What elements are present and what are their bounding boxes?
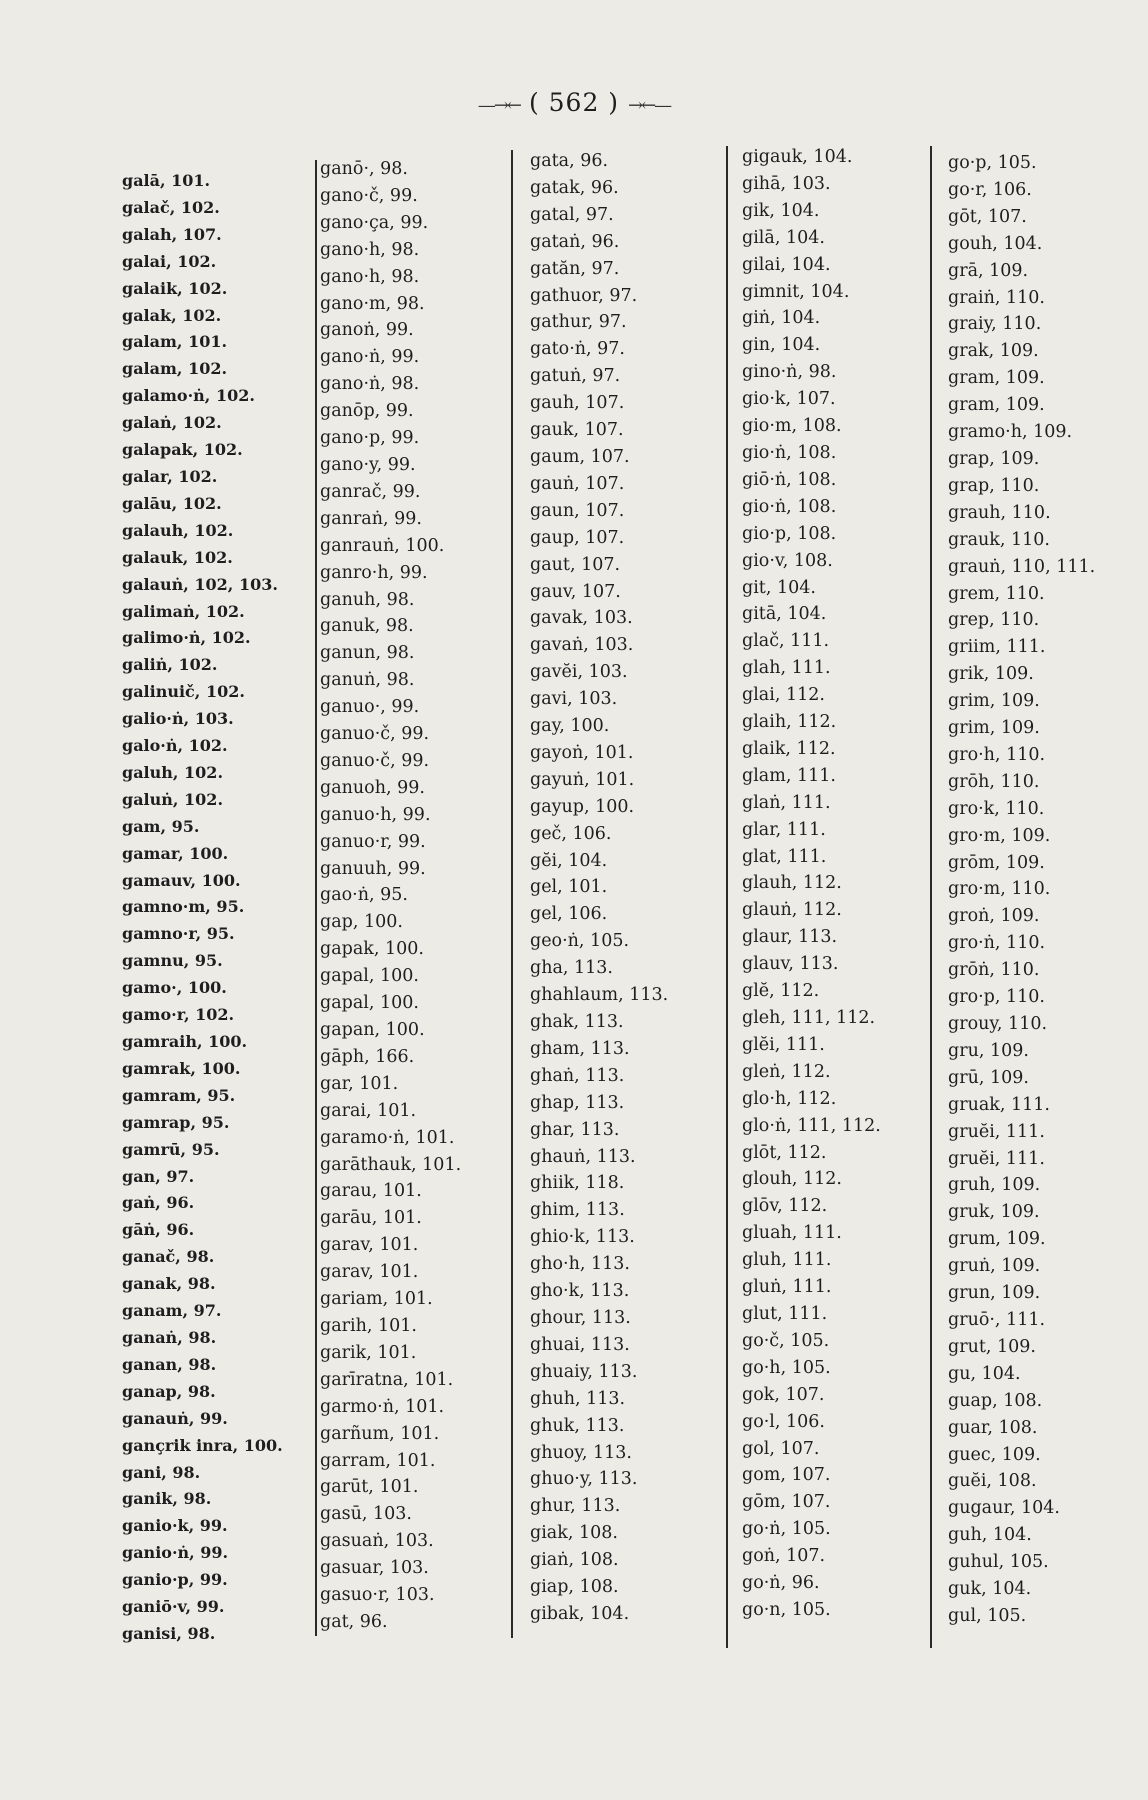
index-entry: gru, 109. (948, 1040, 1029, 1061)
index-entry: go·h, 105. (742, 1357, 831, 1378)
index-entry: ghour, 113. (530, 1307, 631, 1328)
index-entry: gam, 95. (122, 816, 200, 836)
index-entry: grem, 110. (948, 583, 1045, 604)
index-entry: glōt, 112. (742, 1142, 827, 1163)
index-entry: ghahlaum, 113. (530, 985, 669, 1006)
index-entry: gho·h, 113. (530, 1254, 630, 1275)
index-entry: gasuo·r, 103. (320, 1585, 435, 1606)
index-entry: gamraih, 100. (122, 1032, 248, 1051)
index-entry: ganro·h, 99. (320, 562, 428, 583)
index-entry: glauv, 113. (742, 954, 839, 975)
index-entry: gaum, 107. (530, 446, 630, 467)
index-entry: giaṅ, 108. (530, 1550, 619, 1571)
index-entry: ganōp, 99. (320, 401, 414, 422)
index-entry: gro·m, 110. (948, 879, 1051, 900)
index-entry: galauṅ, 102, 103. (122, 574, 278, 594)
index-entry: garīratna, 101. (320, 1369, 454, 1390)
column-divider-1 (315, 160, 317, 1636)
index-entry: ghuaiy, 113. (530, 1361, 638, 1382)
index-entry: ganuo·č, 99. (320, 724, 430, 745)
index-entry: ganuo·r, 99. (320, 831, 426, 852)
index-entry: gat, 96. (320, 1611, 388, 1632)
index-entry: garūt, 101. (320, 1477, 419, 1498)
index-entry: gluṅ, 111. (742, 1277, 832, 1298)
index-entry: guh, 104. (948, 1525, 1032, 1546)
index-entry: ghuk, 113. (530, 1415, 625, 1436)
index-entry: gluah, 111. (742, 1223, 842, 1244)
index-entry: glai, 112. (742, 685, 825, 706)
index-entry: gro·h, 110. (948, 744, 1046, 765)
index-entry: guk, 104. (948, 1579, 1032, 1600)
index-entry: glaur, 113. (742, 927, 838, 948)
index-entry: ganač, 98. (122, 1247, 215, 1267)
index-entry: glo·h, 112. (742, 1088, 837, 1109)
index-entry: gro·ṅ, 110. (948, 933, 1046, 954)
index-entry: gay, 100. (530, 716, 610, 737)
index-entry: galinuič, 102. (122, 682, 245, 702)
index-entry: gleṅ, 112. (742, 1061, 831, 1082)
index-entry: ghaṅ, 113. (530, 1065, 625, 1086)
index-entry: gruĕi, 111. (948, 1148, 1045, 1169)
index-entry: galak, 102. (122, 305, 222, 325)
index-entry: garram, 101. (320, 1450, 436, 1471)
index-entry: gayuṅ, 101. (530, 769, 635, 790)
index-entry: gāph, 166. (320, 1046, 415, 1067)
index-entry: gōt, 107. (948, 206, 1027, 227)
index-entry: glar, 111. (742, 819, 826, 840)
index-entry: gamram, 95. (122, 1085, 236, 1105)
index-entry: ghuai, 113. (530, 1334, 630, 1355)
index-entry: git, 104. (742, 577, 816, 598)
index-entry: gamrū, 95. (122, 1139, 220, 1159)
index-entry: ganisi, 98. (122, 1623, 216, 1643)
index-entry: gano·ṅ, 98. (320, 374, 420, 395)
index-entry: gitā, 104. (742, 604, 827, 625)
index-entry: grā, 109. (948, 260, 1029, 281)
index-entry: galo·ṅ, 102. (122, 736, 228, 756)
index-entry: ghim, 113. (530, 1200, 625, 1221)
index-entry: gata, 96. (530, 151, 609, 171)
index-entry: glo·ṅ, 111, 112. (742, 1115, 881, 1136)
index-entry: ganap, 98. (122, 1381, 216, 1401)
index-entry: gaup, 107. (530, 527, 625, 548)
index-entry: garav, 101. (320, 1262, 419, 1283)
index-entry: gasuaṅ, 103. (320, 1531, 434, 1552)
index-entry: gom, 107. (742, 1465, 831, 1486)
index-entry: gruĕi, 111. (948, 1121, 1045, 1142)
index-entry: gleh, 111, 112. (742, 1008, 876, 1028)
index-entry: gamo·, 100. (122, 978, 227, 998)
index-entry: gluh, 111. (742, 1250, 832, 1271)
index-entry: gugaur, 104. (948, 1498, 1060, 1519)
index-entry: gilā, 104. (742, 227, 825, 248)
page-number: ( 562 ) (528, 88, 620, 117)
index-entry: galai, 102. (122, 251, 217, 271)
index-entry: gasū, 103. (320, 1504, 412, 1525)
index-entry: garav, 101. (320, 1235, 419, 1256)
index-entry: gaun, 107. (530, 500, 625, 521)
index-entry: ghuh, 113. (530, 1388, 626, 1409)
index-entry: glaṅ, 111. (742, 792, 831, 813)
index-entry: gatuṅ, 97. (530, 366, 621, 387)
index-entry: ganuk, 98. (320, 616, 414, 637)
index-entry: gruk, 109. (948, 1202, 1040, 1223)
index-entry: gatăn, 97. (530, 258, 620, 279)
index-entry: go·ṅ, 96. (742, 1573, 820, 1594)
index-entry: ganan, 98. (122, 1354, 217, 1374)
index-entry: gamno·r, 95. (122, 924, 235, 944)
index-entry: galiṅ, 102. (122, 655, 218, 675)
index-entry: gano·y, 99. (320, 454, 416, 475)
index-entry: gramo·h, 109. (948, 422, 1073, 443)
index-entry: garāthauk, 101. (320, 1154, 462, 1175)
index-entry: gel, 101. (530, 877, 608, 898)
index-entry: gha, 113. (530, 958, 613, 979)
column-divider-3 (726, 146, 728, 1648)
index-entry: gham, 113. (530, 1038, 630, 1059)
index-entry: ghuoy, 113. (530, 1442, 632, 1463)
index-entry: gayup, 100. (530, 796, 635, 817)
index-entry: groṅ, 109. (948, 906, 1040, 927)
index-entry: go·r, 106. (948, 179, 1032, 200)
index-entry: grut, 109. (948, 1336, 1036, 1357)
index-entry: gimnit, 104. (742, 281, 850, 302)
index-entry: ganuh, 98. (320, 589, 415, 610)
index-entry: gasuar, 103. (320, 1558, 429, 1579)
index-entry: gançrik inra, 100. (122, 1435, 283, 1455)
index-entry: galuh, 102. (122, 762, 224, 782)
index-entry: grep, 110. (948, 610, 1040, 631)
index-entry: glat, 111. (742, 846, 827, 867)
index-entry: gro·m, 109. (948, 825, 1051, 846)
index-entry: gapan, 100. (320, 1020, 425, 1040)
index-entry: gamar, 100. (122, 843, 229, 863)
index-entry: gauk, 107. (530, 420, 624, 441)
index-entry: gauh, 107. (530, 393, 625, 414)
index-entry: gao·ṅ, 95. (320, 885, 408, 906)
index-entry: gilai, 104. (742, 254, 831, 275)
index-entry: gano·h, 98. (320, 266, 420, 287)
index-entry: grouy, 110. (948, 1014, 1048, 1034)
index-entry: ghuo·y, 113. (530, 1469, 638, 1490)
index-entry: gamrap, 95. (122, 1112, 230, 1132)
index-entry: galāu, 102. (122, 493, 222, 513)
index-entry: garai, 101. (320, 1100, 417, 1121)
index-entry: gavak, 103. (530, 608, 633, 629)
index-entry: go·n, 105. (742, 1599, 831, 1620)
index-entry: gruh, 109. (948, 1175, 1041, 1196)
index-entry: gruṅ, 109. (948, 1256, 1041, 1277)
index-entry: guar, 108. (948, 1417, 1038, 1438)
index-entry: glaik, 112. (742, 738, 836, 759)
index-entry: galaṅ, 102. (122, 413, 222, 433)
index-entry: ganō·, 98. (320, 159, 408, 179)
index-entry: grū, 109. (948, 1067, 1029, 1088)
index-entry: galauh, 102. (122, 520, 234, 540)
column-divider-4 (930, 146, 932, 1648)
index-entry: garñum, 101. (320, 1423, 440, 1444)
column-divider-2 (511, 150, 513, 1638)
index-column-1 (122, 168, 283, 1648)
index-entry: gel, 106. (530, 904, 608, 925)
index-entry: gatak, 96. (530, 177, 619, 198)
index-entry: galač, 102. (122, 197, 220, 217)
index-entry: gram, 109. (948, 368, 1045, 389)
index-entry: gino·ṅ, 98. (742, 362, 837, 383)
index-entry: gok, 107. (742, 1384, 825, 1405)
index-entry: gavĕi, 103. (530, 662, 628, 683)
index-entry: glam, 111. (742, 765, 836, 786)
index-entry: ganam, 97. (122, 1301, 222, 1321)
index-entry: geč, 106. (530, 823, 612, 844)
index-column-4 (742, 144, 881, 1624)
index-column-5 (948, 150, 1095, 1630)
index-entry: garmo·ṅ, 101. (320, 1396, 445, 1417)
index-entry: gu, 104. (948, 1363, 1021, 1384)
index-entry: gin, 104. (742, 335, 821, 356)
index-entry: graiṅ, 110. (948, 287, 1045, 308)
index-entry: gap, 100. (320, 912, 403, 933)
index-entry: grap, 109. (948, 448, 1040, 469)
index-entry: grim, 109. (948, 718, 1040, 739)
index-entry: gan, 97. (122, 1166, 195, 1186)
index-entry: grauk, 110. (948, 529, 1050, 550)
index-entry: ganiō·v, 99. (122, 1597, 225, 1617)
index-entry: galā, 101. (122, 171, 211, 190)
index-entry: gatal, 97. (530, 204, 614, 225)
index-entry: gamo·r, 102. (122, 1005, 235, 1025)
index-entry: ganaṅ, 98. (122, 1327, 217, 1347)
index-entry: grak, 109. (948, 341, 1039, 362)
index-entry: gro·p, 110. (948, 987, 1045, 1008)
index-entry: ghur, 113. (530, 1496, 621, 1517)
index-entry: go·č, 105. (742, 1330, 830, 1351)
index-entry: gauṅ, 107. (530, 473, 625, 494)
index-entry: guap, 108. (948, 1390, 1043, 1411)
index-entry: gano·ça, 99. (320, 212, 429, 233)
index-entry: ghap, 113. (530, 1092, 625, 1113)
index-entry: geo·ṅ, 105. (530, 931, 630, 952)
index-entry: ganio·p, 99. (122, 1570, 228, 1590)
index-entry: gro·k, 110. (948, 798, 1045, 819)
index-entry: gavi, 103. (530, 689, 618, 710)
index-entry: gibak, 104. (530, 1603, 630, 1624)
index-entry: ganrač, 99. (320, 481, 421, 502)
index-entry: gano·ṅ, 99. (320, 347, 420, 368)
index-entry: gar, 101. (320, 1073, 399, 1094)
index-entry: ganoṅ, 99. (320, 320, 414, 341)
index-entry: gataṅ, 96. (530, 231, 620, 252)
index-entry: griim, 111. (948, 637, 1046, 658)
index-entry: glauh, 112. (742, 873, 842, 894)
index-entry: glauṅ, 112. (742, 900, 842, 921)
right-ornament: →←— (628, 95, 671, 116)
index-entry: gōm, 107. (742, 1492, 831, 1513)
index-entry: gamrak, 100. (122, 1058, 241, 1078)
index-entry: ganuo·h, 99. (320, 804, 431, 825)
index-entry: guec, 109. (948, 1444, 1041, 1465)
index-entry: garih, 101. (320, 1315, 417, 1336)
index-entry: ganuṅ, 98. (320, 670, 415, 691)
index-entry: grōh, 110. (948, 771, 1040, 792)
index-entry: gul, 105. (948, 1605, 1027, 1626)
index-entry: gauv, 107. (530, 581, 621, 602)
index-entry: gol, 107. (742, 1438, 820, 1459)
index-entry: gio·k, 107. (742, 389, 836, 410)
index-entry: gouh, 104. (948, 233, 1043, 254)
index-entry: galuṅ, 102. (122, 789, 224, 809)
index-entry: gapak, 100. (320, 939, 424, 960)
page-header (0, 88, 1148, 117)
index-entry: guĕi, 108. (948, 1471, 1037, 1492)
index-entry: goṅ, 107. (742, 1546, 826, 1567)
index-entry: galimo·ṅ, 102. (122, 628, 251, 648)
index-entry: gio·ṅ, 108. (742, 496, 837, 517)
index-entry: ghak, 113. (530, 1012, 624, 1032)
index-entry: galam, 101. (122, 332, 228, 352)
index-entry: ghar, 113. (530, 1119, 620, 1140)
index-entry: giṅ, 104. (742, 308, 821, 329)
index-entry: glaih, 112. (742, 712, 837, 733)
index-entry: glouh, 112. (742, 1169, 842, 1190)
index-column-3 (530, 148, 668, 1628)
index-entry: ghauṅ, 113. (530, 1146, 636, 1167)
index-entry: ganraṅ, 99. (320, 508, 422, 529)
index-entry: glĕi, 111. (742, 1034, 825, 1055)
index-entry: gamno·m, 95. (122, 897, 245, 917)
index-entry: gaut, 107. (530, 554, 621, 575)
index-entry: glōv, 112. (742, 1196, 828, 1217)
index-entry: graiy, 110. (948, 314, 1042, 335)
index-entry: garau, 101. (320, 1181, 422, 1202)
index-entry: gram, 109. (948, 395, 1045, 416)
index-entry: gano·h, 98. (320, 239, 420, 260)
index-entry: ganuoh, 99. (320, 777, 425, 798)
index-entry: gariam, 101. (320, 1289, 433, 1310)
index-entry: glĕ, 112. (742, 981, 820, 1002)
index-entry: galauk, 102. (122, 547, 233, 567)
index-entry: gio·ṅ, 108. (742, 442, 837, 463)
index-entry: gho·k, 113. (530, 1281, 630, 1302)
index-entry: ganun, 98. (320, 643, 415, 664)
index-entry: ghiik, 118. (530, 1173, 625, 1194)
index-entry: galar, 102. (122, 466, 218, 486)
index-entry: ghio·k, 113. (530, 1227, 635, 1248)
index-entry: guhul, 105. (948, 1552, 1049, 1573)
index-entry: gruō·, 111. (948, 1309, 1046, 1330)
index-entry: grōṅ, 110. (948, 960, 1040, 981)
index-entry: garik, 101. (320, 1342, 417, 1363)
index-entry: garamo·ṅ, 101. (320, 1127, 455, 1148)
index-entry: grik, 109. (948, 664, 1034, 685)
index-entry: gathuor, 97. (530, 285, 638, 306)
index-entry: ganak, 98. (122, 1274, 216, 1294)
index-entry: ganik, 98. (122, 1489, 212, 1509)
index-entry: gruak, 111. (948, 1094, 1050, 1115)
index-entry: go·ṅ, 105. (742, 1519, 831, 1540)
index-entry: gavaṅ, 103. (530, 635, 634, 656)
index-entry: ganio·ṅ, 99. (122, 1543, 229, 1563)
index-entry: grauh, 110. (948, 502, 1051, 523)
index-entry: gio·m, 108. (742, 416, 842, 437)
index-entry: galam, 102. (122, 359, 228, 379)
index-entry: galio·ṅ, 103. (122, 709, 234, 729)
index-entry: galapak, 102. (122, 440, 243, 460)
index-entry: ganrauṅ, 100. (320, 535, 445, 556)
index-entry: gani, 98. (122, 1462, 201, 1482)
index-entry: ganauṅ, 99. (122, 1408, 228, 1428)
index-entry: ganio·k, 99. (122, 1516, 228, 1536)
index-entry: gano·p, 99. (320, 428, 420, 449)
index-entry: gano·m, 98. (320, 293, 425, 314)
index-entry: gamauv, 100. (122, 870, 241, 890)
index-entry: glač, 111. (742, 631, 830, 652)
index-entry: gano·č, 99. (320, 185, 418, 206)
index-entry: gik, 104. (742, 200, 820, 221)
index-entry: gihā, 103. (742, 173, 831, 194)
index-entry: garāu, 101. (320, 1208, 422, 1229)
index-entry: grun, 109. (948, 1283, 1041, 1304)
index-entry: glah, 111. (742, 658, 831, 679)
index-entry: gio·v, 108. (742, 550, 833, 571)
index-entry: gapal, 100. (320, 966, 419, 987)
index-entry: glut, 111. (742, 1303, 828, 1324)
index-entry: gĕi, 104. (530, 850, 608, 871)
index-entry: giap, 108. (530, 1577, 619, 1598)
index-entry: ganuuh, 99. (320, 858, 426, 879)
index-entry: go·p, 105. (948, 153, 1037, 173)
index-entry: grum, 109. (948, 1229, 1046, 1250)
index-entry: gapal, 100. (320, 993, 419, 1014)
index-entry: grōm, 109. (948, 852, 1045, 873)
index-entry: galah, 107. (122, 224, 222, 244)
index-entry: gaṅ, 96. (122, 1193, 195, 1213)
index-column-2 (320, 156, 461, 1636)
index-entry: giak, 108. (530, 1523, 618, 1544)
index-entry: gato·ṅ, 97. (530, 339, 625, 360)
left-ornament: —→← (477, 95, 520, 116)
index-entry: gio·p, 108. (742, 523, 837, 544)
index-entry: grauṅ, 110, 111. (948, 556, 1096, 577)
index-entry: go·l, 106. (742, 1411, 825, 1432)
index-entry: giō·ṅ, 108. (742, 469, 837, 490)
index-entry: grim, 109. (948, 691, 1040, 712)
index-entry: gamnu, 95. (122, 951, 223, 971)
index-entry: gayoṅ, 101. (530, 742, 634, 763)
index-entry: galamo·ṅ, 102. (122, 386, 255, 406)
index-entry: grap, 110. (948, 475, 1040, 496)
index-entry: ganuo·, 99. (320, 697, 420, 718)
index-entry: gigauk, 104. (742, 147, 853, 167)
index-entry: galimaṅ, 102. (122, 601, 245, 621)
index-entry: gāṅ, 96. (122, 1220, 195, 1240)
index-entry: ganuo·č, 99. (320, 750, 430, 771)
index-entry: gathur, 97. (530, 312, 627, 333)
index-entry: galaik, 102. (122, 278, 228, 298)
